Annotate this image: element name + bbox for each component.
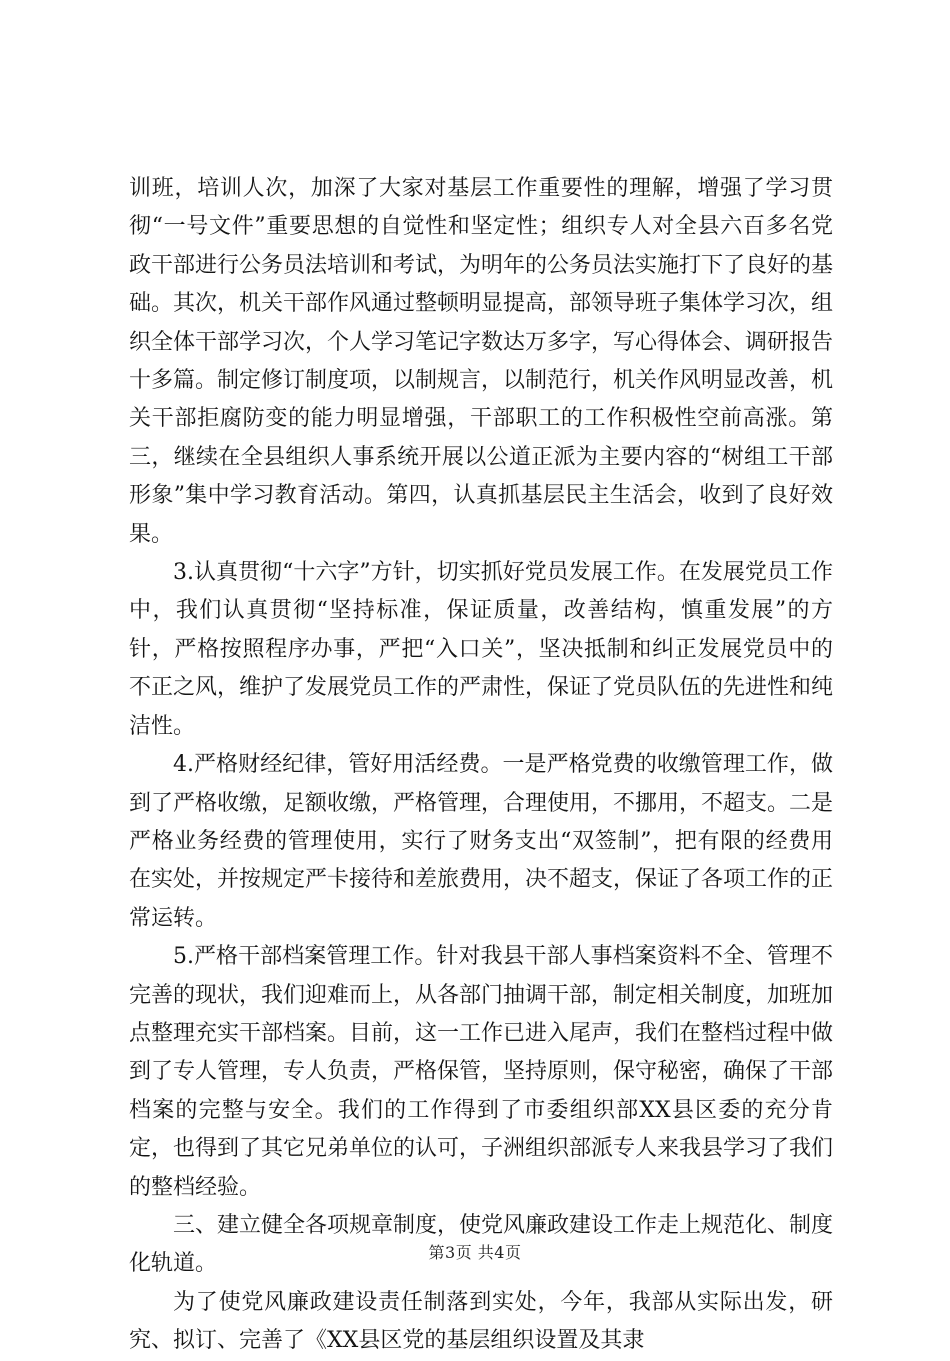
paragraph-section-three: 为了使党风廉政建设责任制落到实处，今年，我部从实际出发，研究、拟订、完善了《XX县区党的基层组织设置及其隶 [129, 1289, 833, 1354]
page-footer: 第3页 共4页 [428, 1243, 522, 1262]
section-heading-three: 三、建立健全各项规章制度，使党风廉政建设工作走上规范化、制度化轨道。 [129, 1212, 834, 1277]
paragraph-item-3: 3.认真贯彻“十六字”方针，切实抓好党员发展工作。在发展党员工作中，我们认真贯彻“坚持标准，保证质量，改善结构，慎重发展”的方针，严格按照程序办事，严把“入口关”，坚决抵制和纠正发展党员中的不正之风，维护了发展党员工作的严肃性，保证了党员队伍的先进性和纯洁性。 [129, 560, 834, 739]
document-body [129, 170, 833, 1361]
paragraph-continuation: 训班，培训人次，加深了大家对基层工作重要性的理解，增强了学习贯彻“一号文件”重要思想的自觉性和坚定性；组织专人对全县六百多名党政干部进行公务员法培训和考试，为明年的公务员法实施打下了良好的基础。其次，机关干部作风通过整顿明显提高，部领导班子集体学习次，组织全体干部学习次，个人学习笔记字数达万多字，写心得体会、调研报告十多篇。制定修订制度项，以制规言，以制范行，机关作风明显改善，机关干部拒腐防变的能力明显增强，干部职工的工作积极性空前高涨。第三，继续在全县组织人事系统开展以公道正派为主要内容的“树组工干部形象”集中学习教育活动。第四，认真抓基层民主生活会，收到了良好效果。 [129, 176, 834, 547]
paragraph-item-5: 5.严格干部档案管理工作。针对我县干部人事档案资料不全、管理不完善的现状，我们迎难而上，从各部门抽调干部，制定相关制度，加班加点整理充实干部档案。目前，这一工作已进入尾声，我们在整档过程中做到了专人管理，专人负责，严格保管，坚持原则，保守秘密，确保了干部档案的完整与安全。我们的工作得到了市委组织部XX县区委的充分肯定，也得到了其它兄弟单位的认可，子洲组织部派专人来我县学习了我们的整档经验。 [129, 944, 834, 1200]
paragraph-item-4: 4.严格财经纪律，管好用活经费。一是严格党费的收缴管理工作，做到了严格收缴，足额收缴，严格管理，合理使用，不挪用，不超支。二是严格业务经费的管理使用，实行了财务支出“双签制”，把有限的经费用在实处，并按规定严卡接待和差旅费用，决不超支，保证了各项工作的正常运转。 [129, 752, 834, 931]
